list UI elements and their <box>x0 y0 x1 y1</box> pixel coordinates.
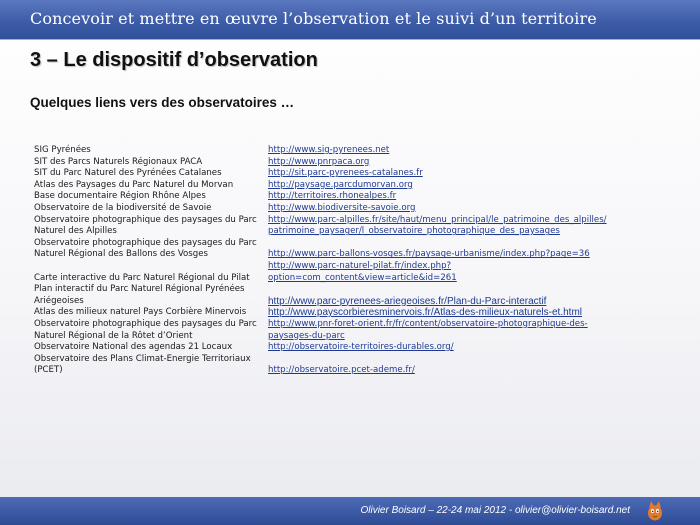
link-row <box>34 157 674 169</box>
link-row <box>34 180 674 192</box>
footer-text: Olivier Boisard – 22-24 mai 2012 - olivier@olivier-boisard.net <box>360 505 630 516</box>
cat-logo-icon <box>644 500 666 522</box>
observatory-name: Plan interactif du Parc Naturel Régional Pyrénées Ariégeoises <box>34 284 245 306</box>
observatory-link[interactable]: http://sit.parc-pyrenees-catalanes.fr <box>268 168 423 179</box>
observatory-name: Observatoire des Plans Climat-Energie Territoriaux (PCET) <box>34 353 251 376</box>
observatory-link[interactable]: http://observatoire-territoires-durables.org/ <box>268 342 454 353</box>
observatory-name: Atlas des Paysages du Parc Naturel du Morvan <box>34 179 234 190</box>
observatory-link[interactable]: http://www.parc-naturel-pilat.fr/index.php? option=com_content&view=article&id=261 <box>268 260 457 283</box>
observatory-name: SIT du Parc Naturel des Pyrénées Catalanes <box>34 168 222 179</box>
link-row <box>34 261 674 284</box>
observatory-name: Observatoire National des agendas 21 Locaux <box>34 342 233 353</box>
presentation-title: Concevoir et mettre en œuvre l’observation et le suivi d’un territoire <box>30 9 597 28</box>
link-row <box>34 168 674 180</box>
link-row <box>34 319 674 342</box>
link-row <box>34 145 674 157</box>
link-row <box>34 354 674 377</box>
observatory-links-table <box>34 145 674 377</box>
observatory-link[interactable]: http://www.biodiversite-savoie.org <box>268 202 416 213</box>
link-row <box>34 203 674 215</box>
link-row <box>34 284 674 307</box>
slide-subheading: Quelques liens vers des observatoires … <box>30 95 295 110</box>
footer-bar <box>0 497 700 525</box>
observatory-name: Carte interactive du Parc Naturel Régional du Pilat <box>34 272 250 283</box>
observatory-link[interactable]: http://www.parc-ballons-vosges.fr/paysage-urbanisme/index.php?page=36 <box>268 249 590 260</box>
observatory-link[interactable]: http://observatoire.pcet-ademe.fr/ <box>268 365 415 376</box>
slide-heading: 3 – Le dispositif d’observation <box>30 49 318 71</box>
observatory-link[interactable]: http://www.payscorbieresminervois.fr/Atlas-des-milieux-naturels-et.html <box>268 307 582 319</box>
observatory-name: Observatoire de la biodiversité de Savoie <box>34 202 212 213</box>
observatory-link[interactable]: http://paysage.parcdumorvan.org <box>268 179 413 190</box>
observatory-name: SIG Pyrénées <box>34 145 91 155</box>
observatory-link[interactable]: http://www.pnrpaca.org <box>268 156 370 167</box>
observatory-link[interactable]: http://www.parc-pyrenees-ariegeoises.fr/Plan-du-Parc-interactif <box>268 295 547 307</box>
header-bar <box>0 0 700 40</box>
observatory-name: Observatoire photographique des paysages du Parc Naturel Régional de la Rôtet d’Orient <box>34 318 257 341</box>
observatory-link[interactable]: http://www.pnr-foret-orient.fr/fr/content/observatoire-photographique-des- paysages-du-parc <box>268 318 588 341</box>
link-row <box>34 342 674 354</box>
link-row <box>34 191 674 203</box>
observatory-name: Atlas des milieux naturel Pays Corbière Minervois <box>34 307 247 318</box>
observatory-name: Observatoire photographique des paysages du Parc Naturel Régional des Ballons des Vosges <box>34 237 257 260</box>
observatory-link[interactable]: http://www.parc-alpilles.fr/site/haut/menu_principal/le_patrimoine_des_alpilles/ patrimoine_paysager/l_observatoire_photographique_des_paysages <box>268 214 607 237</box>
link-row <box>34 307 674 319</box>
link-row <box>34 238 674 261</box>
observatory-link[interactable]: http://www.sig-pyrenees.net <box>268 145 390 155</box>
observatory-link[interactable]: http://territoires.rhonealpes.fr <box>268 191 397 202</box>
observatory-name: SIT des Parcs Naturels Régionaux PACA <box>34 156 203 167</box>
observatory-name: Base documentaire Région Rhône Alpes <box>34 191 206 202</box>
observatory-name: Observatoire photographique des paysages du Parc Naturel des Alpilles <box>34 214 257 237</box>
link-row <box>34 215 674 238</box>
